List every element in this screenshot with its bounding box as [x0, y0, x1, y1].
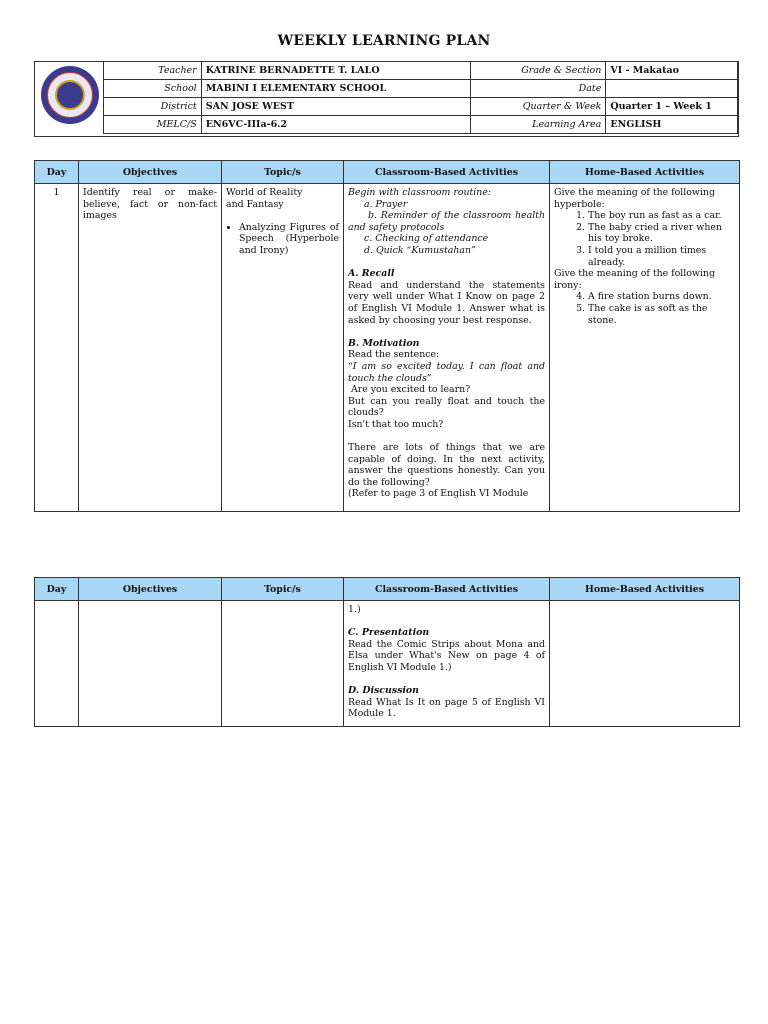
routine-item: b. Reminder of the classroom health and safety protocols — [348, 210, 545, 233]
objectives-cell: Identify real or make-believe, fact or non-fact images — [79, 184, 222, 512]
motivation-question: But can you really float and touch the clouds? — [348, 395, 545, 419]
learning-area-label: Learning Area — [470, 116, 606, 134]
learning-area-value: ENGLISH — [606, 116, 738, 134]
col-topics: Topic/s — [222, 578, 344, 601]
motivation-question: Are you excited to learn? — [348, 384, 471, 396]
motivation-paragraph: There are lots of things that we are capable of doing. In the next activity, answer the questions honestly. Can you do the following? — [348, 442, 545, 488]
home-item: 5. The cake is as soft as the stone. — [588, 303, 735, 326]
home-intro: Give the meaning of the following hyperbole: — [554, 187, 715, 210]
teacher-value: KATRINE BERNADETTE T. LALO — [201, 62, 470, 80]
col-day: Day — [35, 161, 79, 184]
discussion-heading: D. Discussion — [348, 685, 420, 697]
teacher-label: Teacher — [104, 62, 202, 80]
plan-table-2 — [34, 577, 740, 727]
routine-item: d. Quick “Kumustahan” — [364, 244, 476, 256]
grade-value: VI - Makatao — [606, 62, 738, 80]
col-objectives: Objectives — [79, 578, 222, 601]
plan-table-1 — [34, 160, 740, 512]
header-block — [34, 61, 739, 137]
quarter-label: Quarter & Week — [470, 98, 606, 116]
col-home-activities: Home-Based Activities — [550, 578, 740, 601]
col-topics: Topic/s — [222, 161, 344, 184]
topics-cell — [222, 601, 344, 727]
continuation-text: 1.) — [348, 604, 361, 615]
presentation-heading: C. Presentation — [348, 627, 430, 639]
recall-heading: A. Recall — [348, 268, 395, 280]
topic-line: World of Reality — [226, 187, 303, 198]
presentation-text: Read the Comic Strips about Mona and Elsa under What's New on page 4 of English VI Module 1.) — [348, 638, 545, 673]
classroom-activities-cell — [344, 601, 550, 727]
day-cell — [35, 601, 79, 727]
discussion-text: Read What Is It on page 5 of English VI Module 1. — [348, 696, 545, 720]
col-classroom-activities: Classroom-Based Activities — [344, 578, 550, 601]
col-classroom-activities: Classroom-Based Activities — [344, 161, 550, 184]
home-item: 4. A fire station burns down. — [588, 291, 735, 303]
topic-bullet: • Analyzing Figures of Speech (Hyperbole and Irony) — [239, 222, 339, 257]
date-label: Date — [470, 80, 606, 98]
home-item: 2. The baby cried a river when his toy broke. — [588, 222, 735, 245]
routine-intro: Begin with classroom routine: — [348, 187, 492, 198]
day-cell: 1 — [35, 184, 79, 512]
school-label: School — [104, 80, 202, 98]
routine-item: c. Checking of attendance — [364, 233, 489, 245]
motivation-question: Isn't that too much? — [348, 418, 444, 430]
deped-seal-logo — [41, 66, 99, 124]
info-table — [103, 61, 738, 134]
col-objectives: Objectives — [79, 161, 222, 184]
melc-value: EN6VC-IIIa-6.2 — [201, 116, 470, 134]
motivation-heading: B. Motivation — [348, 337, 420, 349]
home-item: 3. I told you a million times already. — [588, 245, 735, 268]
topic-line: and Fantasy — [226, 198, 284, 210]
quarter-value: Quarter 1 – Week 1 — [606, 98, 738, 116]
date-value — [606, 80, 738, 98]
col-day: Day — [35, 578, 79, 601]
grade-label: Grade & Section — [470, 62, 606, 80]
col-home-activities: Home-Based Activities — [550, 161, 740, 184]
district-value: SAN JOSE WEST — [201, 98, 470, 116]
topics-cell — [222, 184, 344, 512]
home-item: 1. The boy run as fast as a car. — [588, 210, 735, 222]
home-activities-cell — [550, 184, 740, 512]
motivation-text: Read the sentence: — [348, 349, 440, 361]
recall-text: Read and understand the statements very well under What I Know on page 2 of English VI Module 1. Answer what is asked by choosing your best response. — [348, 279, 545, 326]
motivation-quote: “I am so excited today. I can float and touch the clouds” — [348, 360, 545, 384]
motivation-reference: (Refer to page 3 of English VI Module — [348, 488, 529, 500]
page-title: WEEKLY LEARNING PLAN — [277, 33, 491, 49]
district-label: District — [104, 98, 202, 116]
objectives-cell — [79, 601, 222, 727]
melc-label: MELC/S — [104, 116, 202, 134]
home-intro: Give the meaning of the following irony: — [554, 268, 715, 291]
school-value: MABINI I ELEMENTARY SCHOOL — [201, 80, 470, 98]
home-activities-cell — [550, 601, 740, 727]
routine-item: a. Prayer — [364, 198, 408, 210]
classroom-activities-cell — [344, 184, 550, 512]
